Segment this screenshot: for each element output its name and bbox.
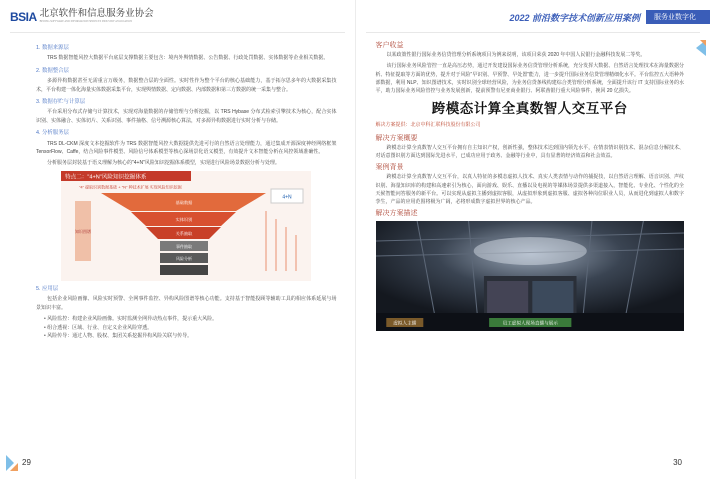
paragraph: 平台采用分布式存储与计算技术，实现对海量数据的存储管理与分析挖掘，以 TRS Hybase 分布式检索引擎技术为核心，配合实体识别、实体融合、实体切片、关系识别、事件抽格、信号溯源核心算法，对多源异构数据进行实时分析与存储。 bbox=[36, 109, 337, 124]
photo-caption: 虚拟人主播 bbox=[392, 321, 416, 326]
list-item: • 风险监控：构建企业风险画像。实时监测全网异动热点事件，提示重大风险。 bbox=[44, 315, 337, 323]
section-heading: 1. 数据来源层 bbox=[36, 45, 69, 51]
list-item: • 组合透视：区域、行业、自定义企业风险穿透。 bbox=[44, 324, 337, 332]
association-logo bbox=[10, 10, 154, 24]
virtual-human-stage-photo bbox=[376, 221, 685, 331]
section-heading: 2. 数据整合层 bbox=[36, 67, 69, 74]
header-divider bbox=[10, 32, 345, 33]
page-number: 29 bbox=[22, 458, 31, 467]
paragraph: TRS 数据智能风控大数据平台底层支撑数据主要包含：境内外舆情数据、公告数据、行政处罚数据、实体数据等企业相关数据。 bbox=[47, 55, 329, 62]
figure-level: 事件抽取 bbox=[176, 243, 193, 249]
right-content bbox=[376, 38, 685, 331]
section-heading: 解决方案概要 bbox=[375, 133, 418, 142]
logo-subtext: BEIJING SOFTWARE AND INFORMATION SERVICES INDUSTRY ASSOCIATION bbox=[39, 19, 133, 23]
figure-level: 基础数据 bbox=[175, 199, 193, 205]
right-page bbox=[356, 0, 710, 479]
figure-level: 风险分析 bbox=[176, 255, 193, 261]
section-heading: 4. 分析服务层 bbox=[36, 130, 69, 137]
paragraph: TRS DL-CKM 深度文本挖掘软件为 TRS 数据智能风控大数据提供先进可行的自然语言处理能力，通过集成开源深度神经网络框架 TensorFlow、Caffe，结合风险事件模型、风险信号体系模型等核心深场景化语义模型，有效提升文本智能分析在风控领域准确性。 bbox=[36, 140, 337, 156]
header-divider bbox=[366, 32, 701, 33]
header-tag: 服务业数字化 bbox=[646, 10, 710, 24]
paragraph: 多源异构数据甚至无需重言万级务，数据整合层的全面性。实时性作为整个平台的核心基础能力，基于拓尔思多年的大数据采集技术，平台构建一体化海量实体数据采集平台，实现舆情数据、定向数据、内部数据和第三方数据的统一采集与整合。 bbox=[36, 78, 337, 93]
photo-caption: 员工虚拟人现场直播与展示 bbox=[502, 321, 558, 326]
corner-decoration-icon bbox=[6, 451, 20, 471]
section-heading: 解决方案描述 bbox=[375, 209, 418, 218]
solution-title: 跨模态计算全真数智人交互平台 bbox=[431, 101, 628, 117]
bullet-list bbox=[44, 315, 337, 340]
paragraph: 包括企业风险画像、风险实时预警、全网事件监控、异构风险图谱等核心功能。支持基于智能投顾等辅助工具的相应体系延展与场景知识丰富。 bbox=[36, 296, 337, 311]
paragraph: 该行国际业务风险管控一直是高压态势，通过开发建设国际业务信贷管理分析系统，充分发挥大数据、自然语言处理技术在海量数据分析、特征提取等方面的优势，提升对于风险“早识别、早预警、早处置”能力，进一步提升国际业务信贷管理精细化水平。平台监控五大语种外部数据，利用 NLP、知识图谱技术，实时识别全球经营风险，为业务信贷条线构建综合类管理分析系统，全面提升该行 IT 支持国际业务的水平，助力国际业务风险管控与业务发展创新，提前预警有尼亚商业银行、阿联酋银行重大风险事件，挽回 20 亿损失。 bbox=[375, 63, 684, 95]
paragraph: 跨模态计算全真数智人交互平台拥有自主知识产权，创新性强，整体技术达到国内领先水平，在情表情识别技术、混杂信息分解技术、对话意图识别方面达到国际先进水平，已成功应用于政务、金融等行业中，具有显著的经济效益和社会效益。 bbox=[375, 144, 684, 160]
section-heading: 客户收益 bbox=[375, 41, 404, 49]
paragraph: 跨模态计算全真数智人交互平台，以真人特征的多模态虚拟人技术、真实人类表情与动作的捕捉技，以自然语言理解、语音识别、声纹识别、海量知识库的构建和高速索引为核心，面向游戏、娱乐、直播以及电视的等媒体场景提供多渠道接入，智能化、专业化、个性化的全天候智能问答服务的新平台。可以实现从虚拟主播到虚拟客服，从虚拟形象到虚拟客服、虚拟各种岗位职业人员，从而进化到虚拟人和数字孪生，产品的应用范围将极为广阔，必将形成数字虚拟世界的核心产品。 bbox=[375, 174, 684, 206]
list-item: • 风险传导：通过人物、股权、集团关系挖掘异构风险关联与传导。 bbox=[44, 332, 337, 340]
page-number: 30 bbox=[673, 458, 682, 467]
header-title: 2022 前沿数字技术创新应用案例 bbox=[509, 12, 640, 23]
figure-level: 关系抽取 bbox=[175, 230, 193, 236]
stage-photo-illustration bbox=[376, 221, 685, 331]
solution-provider: 解决方案提供：北京中科汇联科技股份有限公司 bbox=[375, 122, 481, 129]
logo-mark: BSIA bbox=[10, 10, 37, 24]
corner-decoration-icon bbox=[690, 40, 706, 60]
paragraph: 分析服务层封装基于语义理解为核心的"4+N"风险知识挖掘体系模型，实现进行风险场景数据分析与处理。 bbox=[47, 160, 280, 167]
risk-knowledge-figure bbox=[61, 171, 311, 281]
section-heading: 5. 应用层 bbox=[36, 285, 59, 292]
section-heading: 案例背景 bbox=[375, 163, 404, 172]
risk-figure-diagram bbox=[61, 171, 311, 281]
logo-text: 北京软件和信息服务业协会 bbox=[39, 9, 154, 20]
figure-badge: 4+N bbox=[282, 194, 292, 201]
paragraph: 以某政策性银行国际业务信贷管理分析系统项目为例来说明，该项目荣获 2020 年中国人民银行金融科技发展二等奖。 bbox=[386, 52, 646, 59]
section-heading: 3. 数据存贮与计算层 bbox=[36, 99, 86, 106]
left-content bbox=[36, 40, 337, 340]
figure-banner: 特点二："4+N"风险知识挖掘体系 bbox=[65, 174, 147, 181]
page-header bbox=[410, 9, 710, 25]
figure-level: 实体识别 bbox=[175, 216, 193, 222]
figure-subcaption: "4" 提取识别数据基础 + "N" 种技术扩展 实现风险知识挖掘 bbox=[79, 184, 182, 190]
figure-side-label: 知识图谱 bbox=[75, 228, 92, 234]
